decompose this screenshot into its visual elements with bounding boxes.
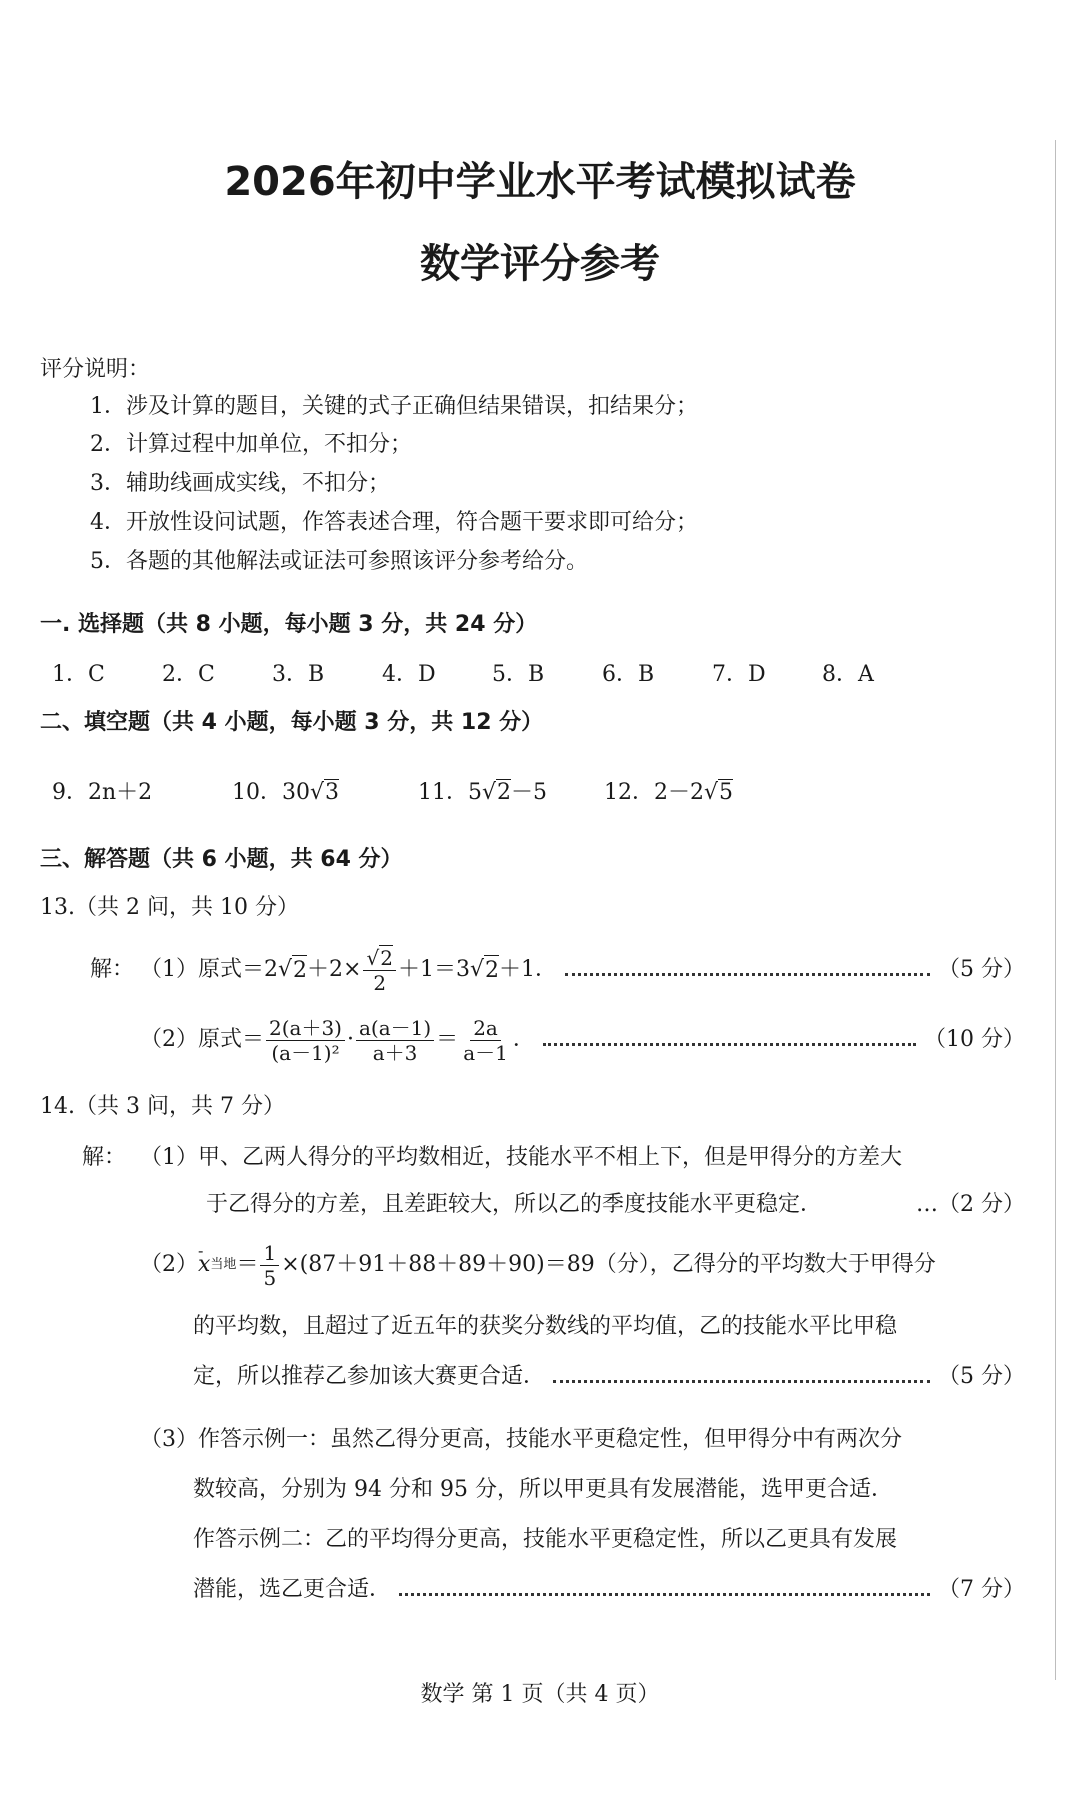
q14-part2-line1 (140, 1232, 1025, 1298)
answer-12: 12．2－2√5 (604, 780, 734, 805)
answer-12-root: 5 (719, 780, 734, 805)
note-item: 2．计算过程中加单位，不扣分； (90, 432, 412, 457)
page-title: 2026年初中学业水平考试模拟试卷 (224, 159, 856, 205)
q13-p1-root2: 2 (484, 955, 499, 986)
q14-p3-score: （7 分） (938, 1577, 1025, 1602)
answer-10-value: 30 (282, 780, 310, 805)
note-item: 3．辅助线画成实线，不扣分； (90, 471, 390, 496)
q14-solve-label: 解： (82, 1145, 127, 1170)
q14-p2-score: （5 分） (938, 1364, 1025, 1389)
q14-p2-eq: ＝ (236, 1252, 259, 1277)
leader-dots (399, 1593, 930, 1596)
answer-5: 5．B (492, 662, 545, 687)
q13-part2 (140, 1005, 1025, 1075)
answer-1: 1．C (52, 662, 105, 687)
q13-p2-label: （2）原式＝ (140, 1027, 264, 1052)
q13-p2-fraction1 (266, 1016, 345, 1065)
q14-p2-fnum: 1 (260, 1241, 279, 1266)
answer-11-root: 2 (497, 780, 512, 805)
answer-11-value: 5 (468, 780, 482, 805)
answer-8: 8．A (822, 662, 874, 687)
answer-3: 3．B (272, 662, 325, 687)
leader-dots (543, 1043, 916, 1046)
q13-header: 13.（共 2 问，共 10 分） (40, 895, 299, 920)
answer-2: 2．C (162, 662, 215, 687)
q13-p2-eq: ＝ (436, 1027, 459, 1052)
q14-p3-line2: 数较高，分别为 94 分和 95 分，所以甲更具有发展潜能，选甲更合适． (193, 1477, 893, 1502)
q13-p1-tail2: ＋1． (498, 957, 557, 982)
answer-11-tail: －5 (511, 780, 548, 805)
q14-header: 14.（共 3 问，共 7 分） (40, 1094, 285, 1119)
q14-p1-score: …（2 分） (916, 1192, 1025, 1217)
q14-p2-line3: 定，所以推荐乙参加该大赛更合适． (193, 1364, 546, 1389)
q13-p2-fraction3 (460, 1016, 511, 1065)
q14-p2-x: - x (198, 1250, 210, 1280)
page-edge-line (1055, 140, 1056, 1680)
q13-p1-fnum: 2 (380, 945, 393, 970)
leader-dots (553, 1380, 930, 1383)
q13-part1: （1）原式＝2 √ 2 ＋2× $\frac{√2}{2}$ ＋1＝3 √ 2 ＋1． （5 分） (140, 945, 1025, 995)
leader-dots (565, 973, 930, 976)
notes-heading: 评分说明： (40, 357, 151, 382)
q13-p1-fden: 2 (373, 970, 387, 995)
note-item: 4．开放性设问试题，作答表述合理，符合题干要求即可给分； (90, 510, 698, 535)
q13-p1-score: （5 分） (938, 957, 1025, 982)
q14-p3-line3: 作答示例二：乙的平均得分更高，技能水平更稳定性，所以乙更具有发展 (193, 1527, 898, 1552)
q14-p2-fden: 5 (263, 1265, 277, 1290)
answer-12-label: 12． (604, 780, 654, 805)
q13-p1-fraction: $\frac{√2}{2}$ (363, 946, 395, 995)
q14-p3-line4: 潜能，选乙更合适． (193, 1577, 392, 1602)
section-3-heading: 三、解答题（共 6 小题，共 64 分） (40, 847, 403, 872)
page-footer: 数学 第 1 页（共 4 页） (420, 1682, 660, 1707)
answer-9 (52, 778, 152, 808)
q13-p2-f2num: a(a－1) (356, 1016, 434, 1041)
answer-6: 6．B (602, 662, 655, 687)
q13-p2-end: ． (512, 1027, 535, 1052)
q13-p2-fraction2 (356, 1016, 434, 1065)
q13-p2-f2den: a＋3 (372, 1040, 418, 1065)
q14-p3-line1: （3）作答示例一：虽然乙得分更高，技能水平更稳定性，但甲得分中有两次分 (140, 1427, 902, 1452)
answer-10: 10．30√3 (232, 780, 340, 805)
answer-10-label: 10． (232, 780, 282, 805)
q14-p2-line3-row (193, 1362, 1025, 1392)
page-subtitle: 数学评分参考 (420, 241, 660, 287)
q14-p3-line4-row (193, 1575, 1025, 1605)
q13-p1-mid: ＋2× (307, 957, 362, 982)
q13-p2-f3den: a－1 (463, 1040, 508, 1065)
q13-p1-tail1: ＋1＝3 (397, 957, 470, 982)
q13-p2-score: （10 分） (924, 1027, 1025, 1052)
answer-10-root: 3 (325, 780, 340, 805)
answer-7: 7．D (712, 662, 766, 687)
answer-4: 4．D (382, 662, 436, 687)
q13-p2-f1den: (a－1)² (271, 1040, 340, 1065)
q13-p2-f1num: 2(a＋3) (266, 1016, 345, 1041)
note-item: 1．涉及计算的题目，关键的式子正确但结果错误，扣结果分； (90, 394, 698, 419)
q14-p2-expr: ×(87＋91＋88＋89＋90)＝89（分），乙得分的平均数大于甲得分 (281, 1252, 936, 1277)
q14-p2-fraction (260, 1241, 279, 1290)
q13-solve-label: 解： (90, 957, 135, 982)
q14-p2-line2: 的平均数，且超过了近五年的获奖分数线的平均值，乙的技能水平比甲稳 (193, 1314, 898, 1339)
q14-p1-line1: （1）甲、乙两人得分的平均数相近，技能水平不相上下，但是甲得分的方差大 (140, 1145, 902, 1170)
answer-11-label: 11． (418, 780, 468, 805)
section-1-heading: 一. 选择题（共 8 小题，每小题 3 分，共 24 分） (40, 612, 538, 637)
q13-p2-f3num: 2a (470, 1016, 501, 1041)
answer-9-value: 2n＋2 (88, 780, 153, 805)
answer-11: 11．5√2－5 (418, 780, 548, 805)
note-item: 5．各题的其他解法或证法可参照该评分参考给分。 (90, 549, 588, 574)
q14-p1-line2: 于乙得分的方差，且差距较大，所以乙的季度技能水平更稳定． (206, 1192, 823, 1217)
q14-p1-line2-row (206, 1190, 1025, 1220)
q13-p1-label: （1）原式＝2 (140, 957, 278, 982)
q13-p1-root1: 2 (292, 955, 307, 986)
answer-12-value: 2－2 (654, 780, 704, 805)
q13-p2-dot: · (346, 1027, 354, 1052)
q14-p2-sub: 当地 (210, 1257, 237, 1272)
q14-p2-label: （2） (140, 1252, 198, 1277)
section-2-heading: 二、填空题（共 4 小题，每小题 3 分，共 12 分） (40, 710, 544, 735)
answer-9-label: 9． (52, 780, 88, 805)
